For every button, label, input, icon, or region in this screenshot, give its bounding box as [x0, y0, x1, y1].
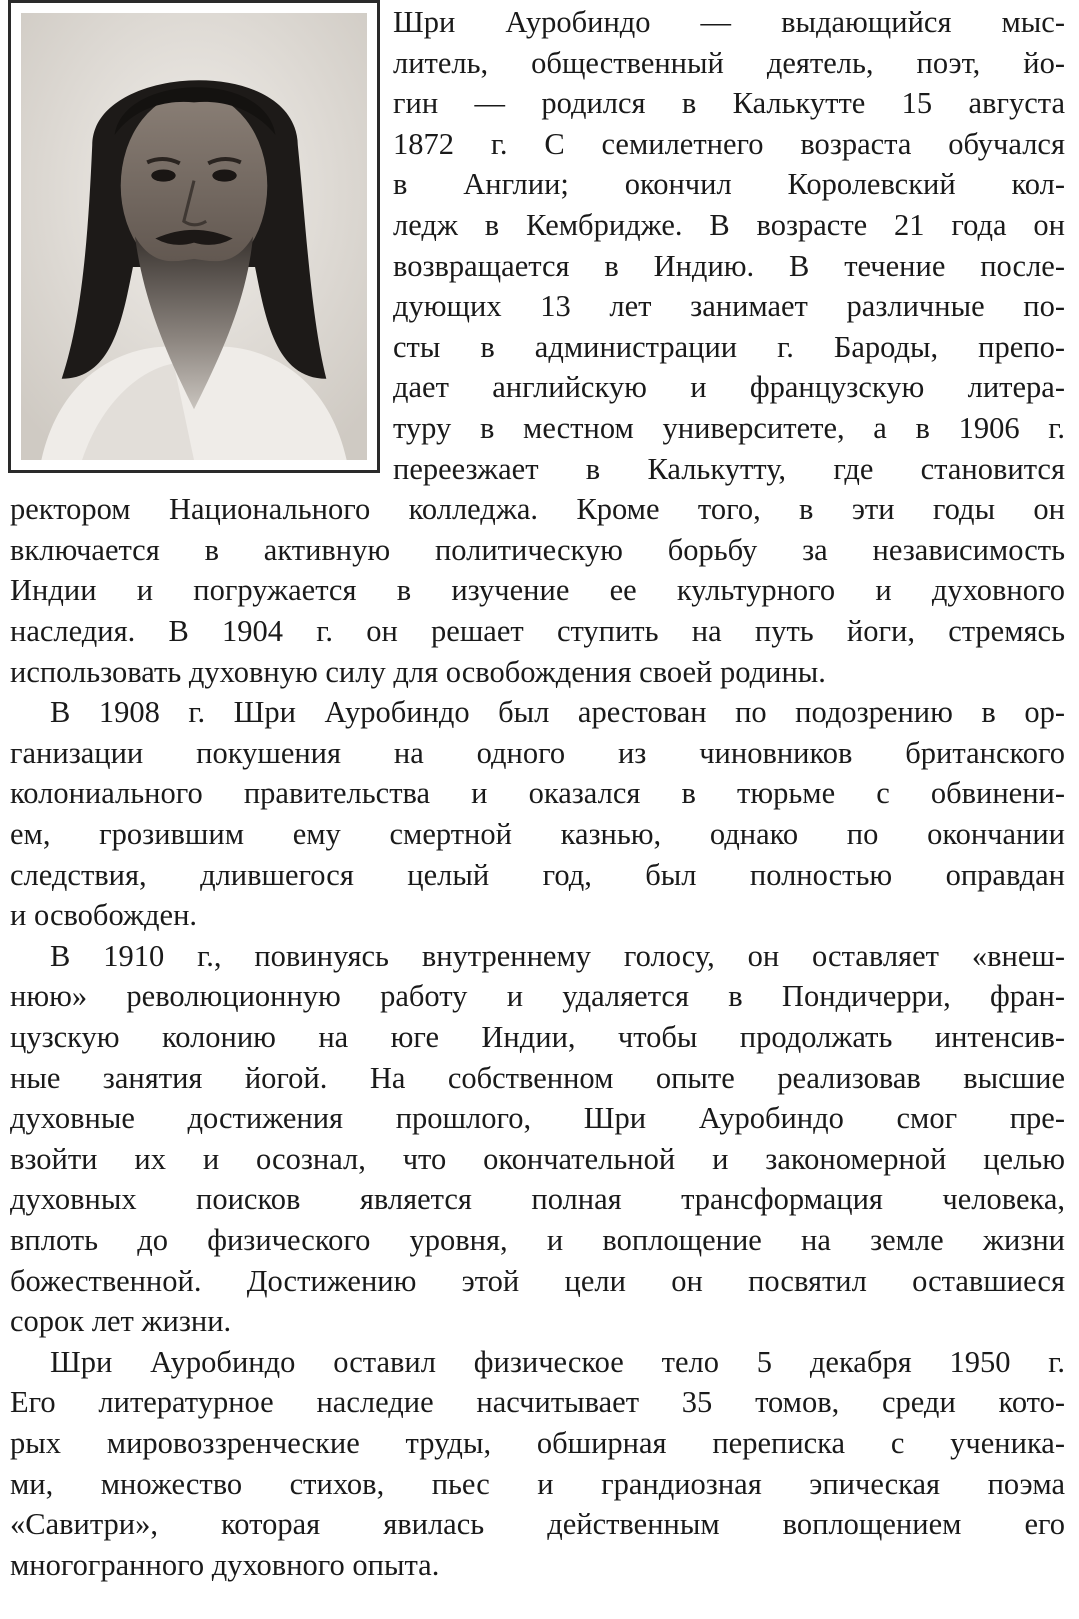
text-line: В 1910 г., повинуясь внутреннему голосу, он оставляет «внеш- — [50, 938, 1065, 973]
text-line: включается в активную политическую борьбу за независимость — [10, 532, 1065, 567]
text-line: цузскую колонию на юге Индии, чтобы продолжать интенсив- — [10, 1020, 1065, 1054]
text-line: ные занятия йогой. На собственном опыте реализовав высшие — [10, 1060, 1065, 1095]
text-line: в Англии; окончил Королевский кол- — [393, 167, 1065, 202]
text-line: переезжает в Калькутту, где становится — [393, 451, 1065, 486]
text-line: ем, грозившим ему смертной казнью, однако по окончании — [10, 817, 1065, 851]
text-line: литель, общественный деятель, поэт, йо- — [393, 45, 1065, 80]
portrait-frame — [8, 0, 380, 473]
text-line: Шри Ауробиндо оставил физическое тело 5 декабря 1950 г. — [50, 1344, 1065, 1379]
text-line: 1872 г. С семилетнего возраста обучался — [393, 126, 1065, 161]
text-line: ректором Национального колледжа. Кроме того, в эти годы он — [10, 492, 1065, 527]
text-line: ганизации покушения на одного из чиновников британского — [10, 735, 1065, 770]
text-line: наследия. В 1904 г. он решает ступить на путь йоги, стремясь — [10, 614, 1065, 648]
text-line: возвращается в Индию. В течение после- — [393, 248, 1065, 283]
portrait-photo — [21, 13, 367, 460]
text-line: Индии и погружается в изучение ее культурного и духовного — [10, 573, 1065, 608]
text-line: гин — родился в Калькутте 15 августа — [393, 86, 1065, 121]
text-line: и освобожден. — [10, 898, 198, 933]
text-line: В 1908 г. Шри Ауробиндо был арестован по подозрению в ор- — [50, 695, 1065, 730]
text-line: нюю» революционную работу и удаляется в Пондичерри, фран- — [10, 979, 1065, 1014]
text-line: сты в администрации г. Бароды, препо- — [393, 329, 1065, 364]
text-line: божественной. Достижению этой цели он посвятил оставшиеся — [10, 1263, 1065, 1298]
text-line: следствия, длившегося целый год, был полностью оправдан — [10, 857, 1065, 892]
text-line: ми, множество стихов, пьес и грандиозная эпическая поэма — [10, 1466, 1065, 1501]
text-line: колониального правительства и оказался в тюрьме с обвинени- — [10, 776, 1065, 811]
text-line: вплоть до физического уровня, и воплощение на земле жизни — [10, 1223, 1065, 1257]
text-line: туру в местном университете, а в 1906 г. — [393, 411, 1065, 445]
text-line: взойти их и осознал, что окончательной и закономерной целью — [10, 1141, 1065, 1176]
text-line: дает английскую и французскую литера- — [393, 370, 1065, 405]
text-line: духовные достижения прошлого, Шри Ауробиндо смог пре- — [10, 1101, 1065, 1136]
text-line: «Савитри», которая явилась действенным воплощением его — [10, 1507, 1065, 1542]
text-line: дующих 13 лет занимает различные по- — [393, 289, 1065, 324]
text-line: Шри Ауробиндо — выдающийся мыс- — [393, 5, 1065, 39]
text-line: ледж в Кембридже. В возрасте 21 года он — [393, 208, 1065, 242]
text-line: духовных поисков является полная трансформация человека, — [10, 1182, 1065, 1217]
text-line: сорок лет жизни. — [10, 1304, 232, 1339]
portrait-image — [21, 13, 367, 460]
text-line: Его литературное наследие насчитывает 35 томов, среди кото- — [10, 1385, 1065, 1420]
text-line: рых мировоззренческие труды, обширная переписка с ученика- — [10, 1426, 1065, 1460]
text-line: использовать духовную силу для освобождения своей родины. — [10, 654, 826, 689]
text-line: многогранного духовного опыта. — [10, 1547, 440, 1582]
